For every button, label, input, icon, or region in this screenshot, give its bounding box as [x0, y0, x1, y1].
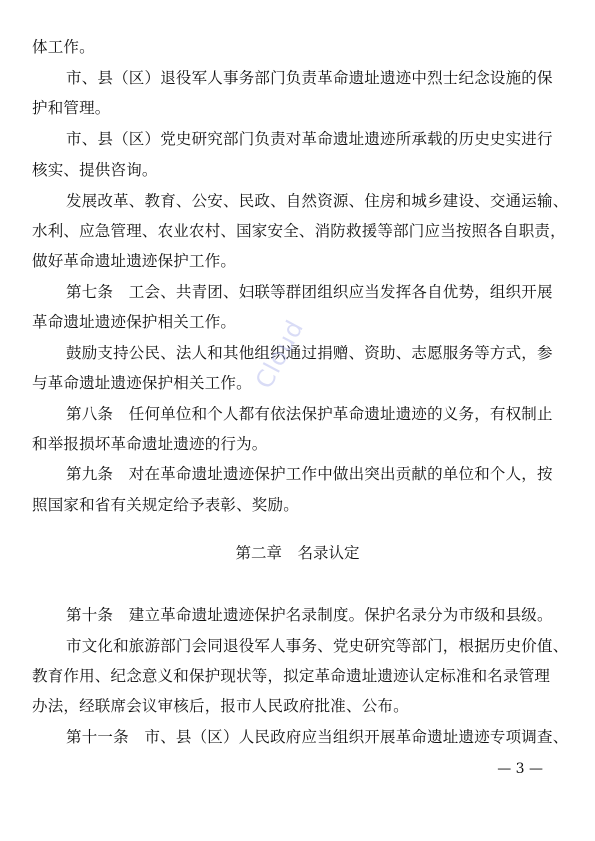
- text-line: 发展改革、教育、公安、民政、自然资源、住房和城乡建设、交通运输、: [66, 192, 569, 210]
- text-line: 做好革命遗址遗迹保护工作。: [32, 252, 237, 270]
- text-line: 第十条 建立革命遗址遗迹保护名录制度。保护名录分为市级和县级。: [66, 606, 553, 624]
- text-line: 第七条 工会、共青团、妇联等群团组织应当发挥各自优势，组织开展: [66, 283, 553, 301]
- watermark: Cloud: [250, 315, 310, 394]
- text-line: 护和管理。: [32, 99, 111, 117]
- text-line: 体工作。: [32, 38, 95, 56]
- text-line: 办法，经联席会议审核后，报市人民政府批准、公布。: [32, 697, 409, 715]
- text-line: 市文化和旅游部门会同退役军人事务、党史研究等部门，根据历史价值、: [66, 637, 569, 655]
- text-line: 鼓励支持公民、法人和其他组织通过捐赠、资助、志愿服务等方式，参: [66, 344, 553, 362]
- text-line: 与革命遗址遗迹保护相关工作。: [32, 374, 252, 392]
- text-line: 市、县（区）退役军人事务部门负责革命遗址遗迹中烈士纪念设施的保: [66, 69, 553, 87]
- text-line: 革命遗址遗迹保护相关工作。: [32, 313, 237, 331]
- text-line: 市、县（区）党史研究部门负责对革命遗址遗迹所承载的历史史实进行: [66, 130, 553, 148]
- page-number: — 3 —: [497, 761, 543, 777]
- text-line: 核实、提供咨询。: [32, 161, 158, 179]
- text-line: 和举报损坏革命遗址遗迹的行为。: [32, 435, 268, 453]
- text-line: 第九条 对在革命遗址遗迹保护工作中做出突出贡献的单位和个人，按: [66, 465, 553, 483]
- text-line: 照国家和省有关规定给予表彰、奖励。: [32, 496, 299, 514]
- text-line: 教育作用、纪念意义和保护现状等，拟定革命遗址遗迹认定标准和名录管理: [32, 667, 551, 685]
- text-line: 水利、应急管理、农业农村、国家安全、消防救援等部门应当按照各自职责，: [32, 222, 566, 240]
- text-line: 第八条 任何单位和个人都有依法保护革命遗址遗迹的义务，有权制止: [66, 405, 553, 423]
- text-line: 第十一条 市、县（区）人民政府应当组织开展革命遗址遗迹专项调查、: [66, 728, 569, 746]
- chapter-heading: 第二章 名录认定: [235, 544, 360, 562]
